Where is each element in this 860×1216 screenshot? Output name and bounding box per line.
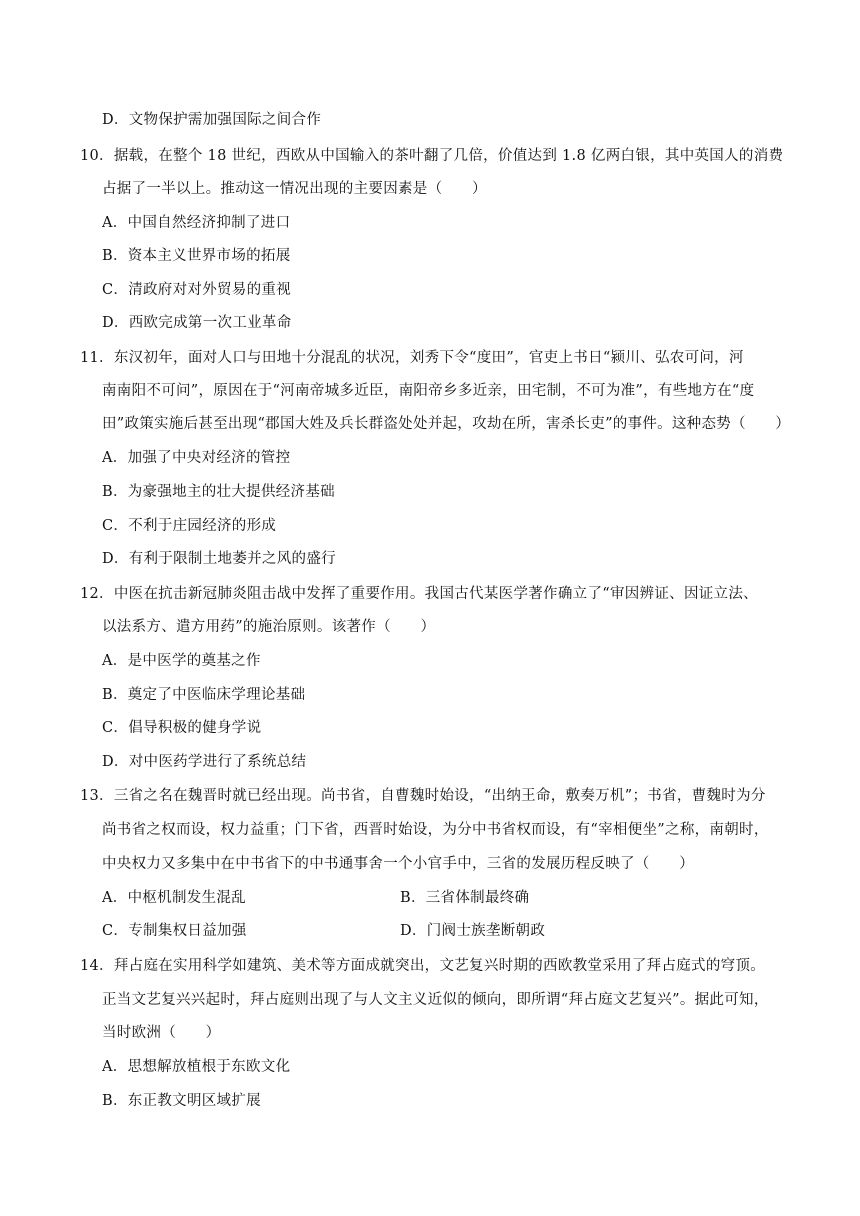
- question-10-stem-line-2: 占据了一半以上。推动这一情况出现的主要因素是（ ）: [102, 181, 487, 197]
- option-q12-c: C．倡导积极的健身学说: [102, 720, 262, 736]
- question-14-stem-line-2: 正当文艺复兴兴起时，拜占庭则出现了与人文主义近似的倾向，即所谓“拜占庭文艺复兴”。据此可知，: [102, 992, 769, 1008]
- option-q12-d: D．对中医药学进行了系统总结: [102, 754, 307, 770]
- option-q12-a: A．是中医学的奠基之作: [102, 653, 261, 669]
- question-12-stem-line-2: 以法系方、遣方用药”的施治原则。该著作（ ）: [102, 619, 436, 635]
- option-q11-c: C．不利于庄园经济的形成: [102, 518, 277, 534]
- question-14-stem-line-1: 14．拜占庭在实用科学如建筑、美术等方面成就突出，文艺复兴时期的西欧教堂采用了拜占庭式的穹顶。: [80, 958, 766, 974]
- option-q13-b: B．三省体制最终确: [400, 890, 530, 906]
- option-q10-d: D．西欧完成第一次工业革命: [102, 315, 292, 331]
- option-q10-c: C．清政府对对外贸易的重视: [102, 282, 291, 298]
- question-13-stem-line-1: 13．三省之名在魏晋时就已经出现。尚书省，自曹魏时始设，“出纳王命，敷奏万机”；书省，曹魏时为分: [80, 788, 766, 804]
- option-q10-b: B．资本主义世界市场的拓展: [102, 248, 291, 264]
- option-q11-d: D．有利于限制土地萎并之风的盛行: [102, 551, 336, 567]
- option-q11-a: A．加强了中央对经济的管控: [102, 450, 291, 466]
- option-q13-a: A．中枢机制发生混乱: [102, 890, 246, 906]
- option-q13-c: C．专制集权日益加强: [102, 923, 247, 939]
- question-12-stem-line-1: 12．中医在抗击新冠肺炎阻击战中发挥了重要作用。我国古代某医学著作确立了“审因辨证、因证立法、: [80, 586, 758, 602]
- option-q9-d: D．文物保护需加强国际之间合作: [102, 112, 322, 128]
- option-q13-d: D．门阀士族垄断朝政: [400, 923, 546, 939]
- question-11-stem-line-3: 田”政策实施后甚至出现“郡国大姓及兵长群盗处处并起，攻劫在所，害杀长吏”的事件。这种态势（ ）: [102, 416, 791, 432]
- option-q10-a: A．中国自然经济抑制了进口: [102, 215, 291, 231]
- question-13-stem-line-2: 尚书省之权而设，权力益重；门下省，西晋时始设，为分中书省权而设，有“宰相便坐”之称，南朝时，: [102, 822, 769, 838]
- question-10-stem-line-1: 10．据载，在整个 18 世纪，西欧从中国输入的茶叶翻了几倍，价值达到 1.8 亿两白银，其中英国人的消费: [80, 148, 784, 164]
- option-q12-b: B．奠定了中医临床学理论基础: [102, 687, 306, 703]
- option-q14-b: B．东正教文明区域扩展: [102, 1093, 261, 1109]
- option-q14-a: A．思想解放植根于东欧文化: [102, 1059, 291, 1075]
- option-q11-b: B．为豪强地主的壮大提供经济基础: [102, 484, 335, 500]
- question-14-stem-line-3: 当时欧洲（ ）: [102, 1025, 221, 1041]
- question-11-stem-line-1: 11．东汉初年，面对人口与田地十分混乱的状况，刘秀下令“度田”，官吏上书日“颍川、弘农可问，河: [80, 350, 744, 366]
- question-11-stem-line-2: 南南阳不可问”，原因在于“河南帝城多近臣，南阳帝乡多近亲，田宅制，不可为准”，有些地方在“度: [102, 383, 755, 399]
- question-13-stem-line-3: 中央权力又多集中在中书省下的中书通事舍一个小官手中，三省的发展历程反映了（ ）: [102, 856, 694, 872]
